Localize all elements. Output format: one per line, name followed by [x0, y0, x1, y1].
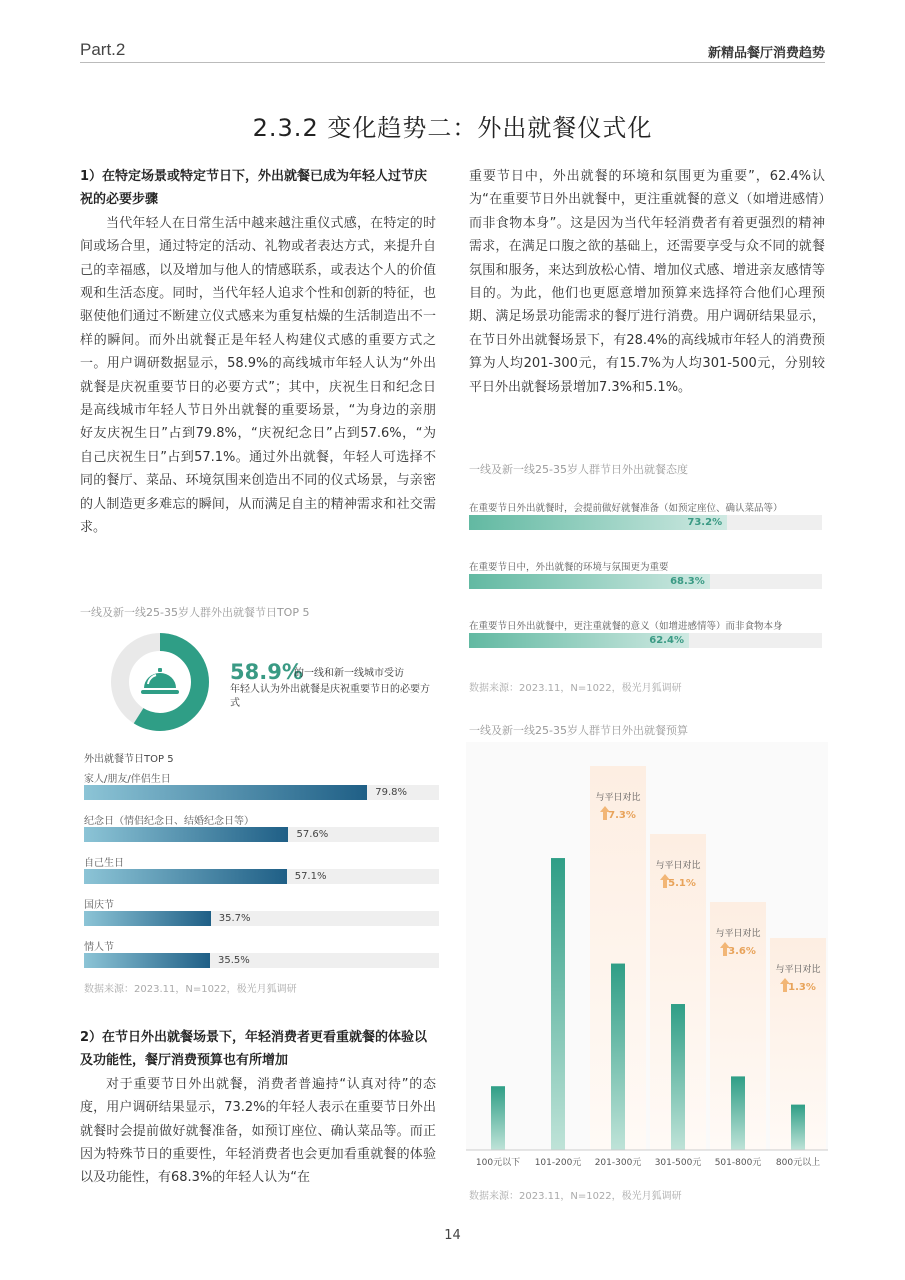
budget-tick-label: 501-800元 — [714, 1158, 762, 1168]
attitude-bar-label: 在重要节日外出就餐中，更注重就餐的意义（如增进感情等）而非食物本身 — [469, 621, 783, 632]
paragraph-3: 重要节日中，外出就餐的环境和氛围更为重要”，62.4%认为“在重要节日外出就餐中，更注重就餐的意义（如增进感情）而非食物本身”。这是因为当代年轻消费者有着更强烈的精神需求，在满足口腹之欲的基础上，还需要享受与众不同的就餐氛围和服务，来达到放松心情、增加仪式感、增进亲友感情等目的。为此，他们也更愿意增加预算来选择符合他们心理预期、满足场景功能需求的餐厅进行消费。用户调研结果显示，在节日外出就餐场景下，有28.4%的高线城市年轻人的消费预算为人均201-300元，有15.7%为人均301-500元，分别较平日外出就餐场景增加7.3%和5.1%。 — [469, 169, 825, 395]
budget-source: 数据来源：2023.11，N=1022，极光月狐调研 — [469, 1191, 682, 1202]
budget-bar — [491, 1086, 505, 1150]
budget-compare-label: 与平日对比 — [775, 965, 821, 975]
budget-chart-title: 一线及新一线25-35岁人群节日外出就餐预算 — [469, 724, 688, 737]
top5-bar — [84, 869, 287, 884]
attitude-bar-label: 在重要节日外出就餐时，会提前做好就餐准备（如预定座位、确认菜品等） — [469, 503, 783, 514]
top5-bar — [84, 953, 210, 968]
top5-bar — [84, 911, 211, 926]
attitude-bar-label: 在重要节日中，外出就餐的环境与氛围更为重要 — [469, 562, 669, 573]
right-text — [469, 165, 825, 399]
attitude-bar-track — [469, 633, 822, 648]
top5-bar-track — [84, 827, 439, 842]
part-label: Part.2 — [80, 40, 126, 59]
budget-bar — [671, 1004, 685, 1150]
top5-bar-value: 35.5% — [218, 955, 250, 966]
top5-bar-label: 家人/朋友/伴侣生日 — [84, 774, 171, 785]
budget-tick-label: 101-200元 — [534, 1158, 582, 1168]
paragraph-2: 对于重要节日外出就餐，消费者普遍持“认真对待”的态度，用户调研结果显示，73.2%的年轻人表示在重要节日外出就餐时会提前做好就餐准备，如预订座位、确认菜品等。而正因为特殊节日的重要性，年轻消费者也会更加看重就餐的体验以及功能性，有68.3%的年轻人认为“在 — [80, 1076, 436, 1186]
section-title: 2.3.2 变化趋势二：外出就餐仪式化 — [252, 114, 653, 142]
budget-compare-value: 5.1% — [668, 878, 696, 889]
budget-tick-label: 100元以下 — [475, 1158, 521, 1168]
top5-bar-label: 国庆节 — [84, 900, 114, 911]
top5-bar-value: 35.7% — [218, 913, 251, 924]
top5-bar-track — [84, 953, 439, 968]
top5-bar — [84, 785, 367, 800]
donut-highlight-value: 58.9% — [230, 660, 303, 684]
header-divider — [80, 62, 825, 63]
top5-bar-label: 情人节 — [84, 942, 114, 953]
attitude-bar-value: 68.3% — [670, 576, 705, 587]
budget-compare-value: 3.6% — [728, 946, 756, 957]
attitude-bar-value: 62.4% — [649, 635, 684, 646]
budget-tick-label: 800元以上 — [775, 1158, 821, 1168]
budget-compare-label: 与平日对比 — [595, 793, 641, 803]
paragraph-1: 当代年轻人在日常生活中越来越注重仪式感，在特定的时间或场合里，通过特定的活动、礼物或者表达方式，来提升自己的幸福感，以及增加与他人的情感联系，或表达个人的价值观和生活态度。同时，当代年轻人追求个性和创新的特征，也驱使他们通过不断建立仪式感来为重复枯燥的生活制造出不一样的瞬间。而外出就餐正是年轻人构建仪式感的重要方式之一。用户调研数据显示，58.9%的高线城市年轻人认为“外出就餐是庆祝重要节日的必要方式”；其中，庆祝生日和纪念日是高线城市年轻人节日外出就餐的重要场景，“为身边的亲朋好友庆祝生日”占到79.8%，“庆祝纪念日”占到57.6%，“为自己庆祝生日”占到57.1%。通过外出就餐，年轻人可选择不同的餐厅、菜品、环境氛围来创造出不同的仪式场景，与亲密的人制造更多难忘的瞬间，从而满足自主的精神需求和社交需求。 — [80, 215, 436, 536]
donut-highlight-text-a: 的一线和新一线城市受访 — [294, 668, 404, 679]
budget-compare-value: 7.3% — [608, 810, 636, 821]
left-text-2 — [80, 1026, 436, 1190]
top5-bar-value: 57.6% — [296, 829, 329, 840]
top5-bar-label: 自己生日 — [84, 858, 124, 869]
budget-tick-label: 301-500元 — [654, 1158, 702, 1168]
report-title: 新精品餐厅消费趋势 — [707, 46, 825, 61]
attitude-source: 数据来源：2023.11，N=1022，极光月狐调研 — [469, 683, 682, 694]
heading-2: 2）在节日外出就餐场景下，年轻消费者更看重就餐的体验以及功能性，餐厅消费预算也有所增加 — [80, 1030, 428, 1069]
cloche-icon — [141, 668, 179, 694]
top5-bar — [84, 827, 288, 842]
budget-bar — [731, 1076, 745, 1150]
budget-compare-value: 1.3% — [788, 982, 816, 993]
heading-1: 1）在特定场景或特定节日下，外出就餐已成为年轻人过节庆祝的必要步骤 — [80, 169, 428, 208]
top5-bar-label: 纪念日（情侣纪念日、结婚纪念日等） — [84, 816, 254, 827]
budget-tick-label: 201-300元 — [594, 1158, 642, 1168]
attitude-bar-track — [469, 574, 822, 589]
budget-compare-label: 与平日对比 — [655, 861, 701, 871]
donut-highlight-text-b: 年轻人认为外出就餐是庆祝重要节日的必要方式 — [230, 684, 430, 709]
budget-bar — [611, 964, 625, 1150]
page-number: 14 — [444, 1228, 461, 1243]
top5-bar-value: 57.1% — [294, 871, 327, 882]
top5-source: 数据来源：2023.11，N=1022，极光月狐调研 — [84, 984, 297, 995]
top5-bar-track — [84, 911, 439, 926]
donut-chart-title: 一线及新一线25-35岁人群外出就餐节日TOP 5 — [80, 606, 310, 619]
attitude-bar-track — [469, 515, 822, 530]
donut-chart — [108, 630, 212, 734]
top5-bar-value: 79.8% — [375, 787, 408, 798]
budget-compare-label: 与平日对比 — [715, 929, 761, 939]
top5-subtitle: 外出就餐节日TOP 5 — [84, 754, 174, 765]
attitude-chart-title: 一线及新一线25-35岁人群节日外出就餐态度 — [469, 463, 688, 476]
budget-bar — [551, 858, 565, 1150]
attitude-bar-value: 73.2% — [687, 517, 723, 528]
budget-bar-chart — [466, 742, 828, 1174]
budget-bar — [791, 1105, 805, 1150]
top5-bar-track — [84, 869, 439, 884]
left-text-1 — [80, 165, 436, 540]
